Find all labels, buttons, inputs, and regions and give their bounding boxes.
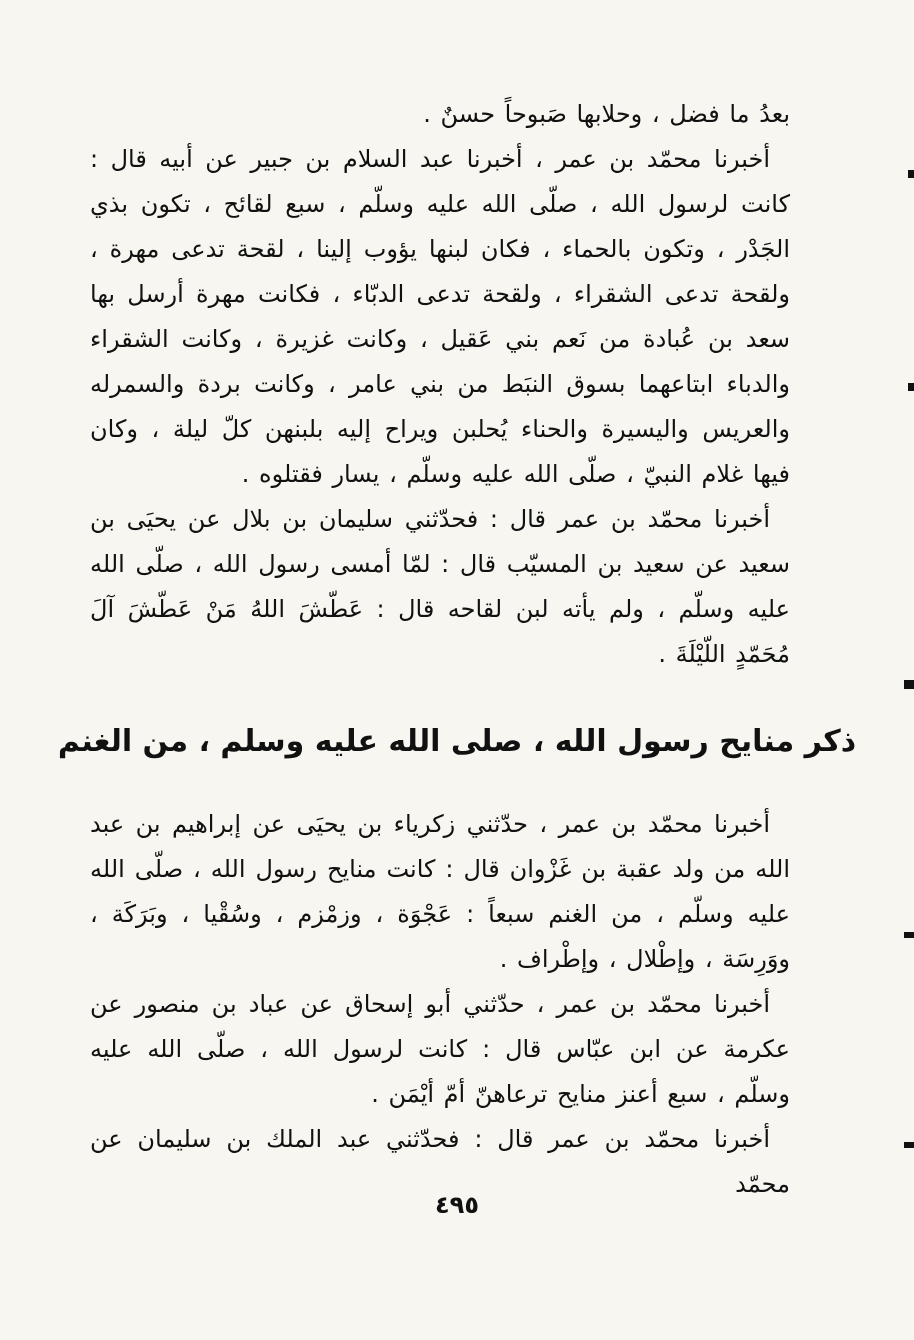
- top-text-block: [90, 92, 790, 677]
- paragraph: أخبرنا محمّد بن عمر قال : فحدّثني عبد الملك بن سليمان عن محمّد: [90, 1125, 790, 1198]
- scan-edge-mark: [908, 170, 914, 178]
- bottom-text-block: [90, 802, 790, 1207]
- scan-edge-mark: [904, 932, 914, 938]
- section-heading: ذكر منايح رسول الله ، صلى الله عليه وسلم ، من الغنم: [57, 724, 857, 759]
- paragraph: بعدُ ما فضل ، وحلابها صَبوحاً حسنٌ .: [423, 100, 790, 128]
- scan-edge-mark: [908, 383, 914, 391]
- paragraph: أخبرنا محمّد بن عمر ، حدّثني زكرياء بن يحيَى عن إبراهيم بن عبد الله من ولد عقبة بن غَزْوان قال : كانت منايح رسول الله ، صلّى الله عليه وسلّم ، من الغنم سبعاً : عَجْوَة ، وزمْزم ، وسُقْيا ، وبَرَكَة ، ووَرِسَة ، وإطْلال ، وإطْراف .: [90, 810, 790, 973]
- scan-edge-mark: [904, 680, 914, 689]
- paragraph: أخبرنا محمّد بن عمر قال : فحدّثني سليمان بن بلال عن يحيَى بن سعيد عن سعيد بن المسيّب قال : لمّا أمسى رسول الله ، صلّى الله عليه وسلّم ، ولم يأته لبن لقاحه قال : عَطّشَ اللهُ مَنْ عَطّشَ آلَ مُحَمّدٍ اللّيْلَةَ .: [90, 505, 790, 668]
- paragraph: أخبرنا محمّد بن عمر ، حدّثني أبو إسحاق عن عباد بن منصور عن عكرمة عن ابن عبّاس قال : كانت لرسول الله ، صلّى الله عليه وسلّم ، سبع أعنز منايح ترعاهنّ أمّ أيْمَن .: [90, 990, 790, 1108]
- paragraph: أخبرنا محمّد بن عمر ، أخبرنا عبد السلام بن جبير عن أبيه قال : كانت لرسول الله ، صلّى الله عليه وسلّم ، سبع لقائح ، تكون بذي الجَدْر ، وتكون بالحماء ، فكان لبنها يؤوب إلينا ، لقحة تدعى مهرة ، ولقحة تدعى الشقراء ، ولقحة تدعى الدبّاء ، فكانت مهرة أرسل بها سعد بن عُبادة من نَعم بني عَقيل ، وكانت غزيرة ، وكانت الشقراء والدباء ابتاعهما بسوق النبَط من بني عامر ، وكانت بردة والسمرله والعريس واليسيرة والحناء يُحلبن ويراح إليه بلبنهن كلّ ليلة ، وكان فيها غلام النبيّ ، صلّى الله عليه وسلّم ، يسار فقتلوه .: [90, 145, 790, 488]
- scan-edge-mark: [904, 1142, 914, 1148]
- page-number: ٤٩٥: [435, 1191, 479, 1219]
